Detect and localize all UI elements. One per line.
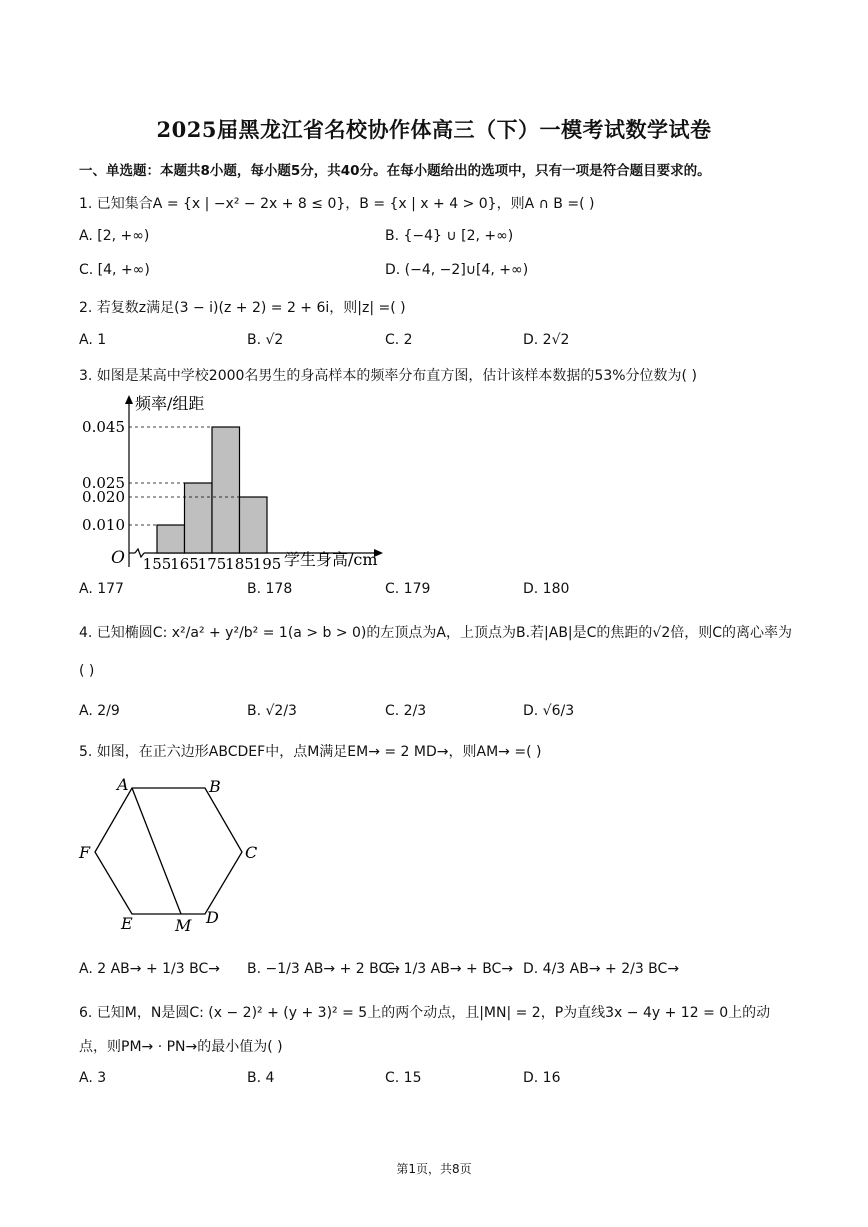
question-5-option-a: A. 2 AB→ + 1/3 BC→	[79, 961, 220, 977]
page-title: 2025届黑龙江省名校协作体高三（下）一模考试数学试卷	[156, 117, 712, 142]
question-5-stem: 5. 如图，在正六边形ABCDEF中，点M满足EM→ = 2 MD→，则AM→ =( )	[79, 744, 542, 760]
segment-am	[132, 788, 181, 914]
question-6-stem-line1: 6. 已知M，N是圆C: (x − 2)² + (y + 3)² = 5上的两个动点，且|MN| = 2，P为直线3x − 4y + 12 = 0上的动	[79, 1005, 771, 1021]
origin-label: O	[111, 548, 125, 568]
histogram-bar	[212, 427, 240, 553]
vertex-label-d: D	[206, 908, 219, 927]
question-1-option-b: B. {−4} ∪ [2, +∞)	[385, 228, 514, 244]
x-tick-label: 185	[225, 555, 254, 573]
question-2-option-c: C. 2	[385, 332, 413, 348]
hexagon-figure	[75, 772, 275, 940]
y-tick-label: 0.045	[82, 418, 125, 436]
question-4-option-d: D. √6/3	[523, 703, 575, 719]
x-tick-label: 175	[197, 555, 227, 573]
question-2-option-b: B. √2	[247, 332, 284, 348]
y-axis-label: 频率/组距	[135, 394, 205, 413]
histogram-bar	[240, 497, 268, 553]
y-axis-arrow-icon	[125, 395, 133, 404]
question-6-stem-line2: 点，则PM→ · PN→的最小值为( )	[79, 1039, 283, 1055]
hexagon-outline	[95, 788, 242, 914]
question-6-option-d: D. 16	[523, 1070, 561, 1086]
question-4-option-c: C. 2/3	[385, 703, 427, 719]
question-3-option-c: C. 179	[385, 581, 431, 597]
question-4-option-b: B. √2/3	[247, 703, 297, 719]
question-6-option-c: C. 15	[385, 1070, 422, 1086]
x-axis-label: 学生身高/cm	[284, 550, 378, 569]
question-5-option-b: B. −1/3 AB→ + 2 BC→	[247, 961, 400, 977]
x-tick-label: 155	[142, 555, 172, 573]
x-tick-label: 195	[252, 555, 282, 573]
question-3-option-b: B. 178	[247, 581, 293, 597]
question-3-stem: 3. 如图是某高中学校2000名男生的身高样本的频率分布直方图，估计该样本数据的53%分位数为( )	[79, 368, 697, 384]
question-2-stem: 2. 若复数z满足(3 − i)(z + 2) = 2 + 6i，则|z| =( )	[79, 300, 406, 316]
vertex-label-b: B	[209, 777, 221, 796]
question-2-option-a: A. 1	[79, 332, 107, 348]
histogram-figure	[79, 393, 399, 573]
question-1-option-c: C. [4, +∞)	[79, 262, 150, 278]
question-4-option-a: A. 2/9	[79, 703, 120, 719]
x-tick-label: 165	[170, 555, 199, 573]
y-tick-label: 0.010	[82, 516, 125, 534]
histogram-bar	[157, 525, 185, 553]
question-4-paren: ( )	[79, 663, 95, 679]
question-6-option-b: B. 4	[247, 1070, 275, 1086]
question-3-option-a: A. 177	[79, 581, 124, 597]
question-6-option-a: A. 3	[79, 1070, 107, 1086]
section-heading: 一、单选题：本题共8小题，每小题5分，共40分。在每小题给出的选项中，只有一项是符合题目要求的。	[79, 163, 711, 179]
point-label-m: M	[175, 916, 192, 935]
question-1-option-a: A. [2, +∞)	[79, 228, 150, 244]
question-5-option-d: D. 4/3 AB→ + 2/3 BC→	[523, 961, 680, 977]
question-3-option-d: D. 180	[523, 581, 570, 597]
question-4-stem: 4. 已知椭圆C: x²/a² + y²/b² = 1(a > b > 0)的左顶点为A，上顶点为B.若|AB|是C的焦距的√2倍，则C的离心率为	[79, 625, 793, 641]
y-tick-label: 0.020	[82, 488, 125, 506]
question-2-option-d: D. 2√2	[523, 332, 570, 348]
question-1-stem: 1. 已知集合A = {x | −x² − 2x + 8 ≤ 0}，B = {x | x + 4 > 0}，则A ∩ B =( )	[79, 196, 595, 212]
vertex-label-c: C	[245, 843, 258, 862]
vertex-label-a: A	[117, 775, 129, 794]
page-footer: 第1页，共8页	[396, 1162, 472, 1176]
y-tick-label: 0.025	[82, 474, 125, 492]
histogram-bar	[185, 483, 213, 553]
vertex-label-f: F	[79, 843, 91, 862]
vertex-label-e: E	[121, 914, 133, 933]
question-1-option-d: D. (−4, −2]∪[4, +∞)	[385, 262, 529, 278]
question-5-option-c: C. 1/3 AB→ + BC→	[385, 961, 514, 977]
